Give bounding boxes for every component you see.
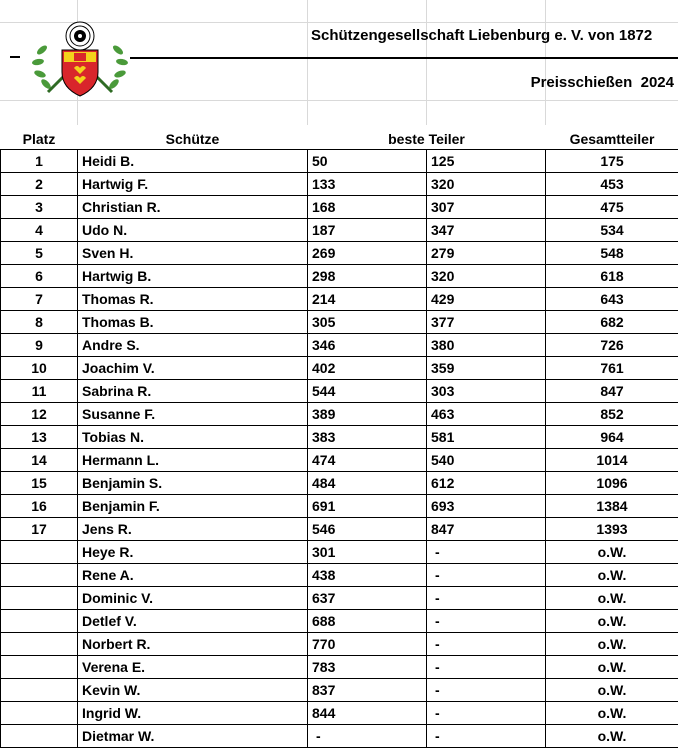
best-teiler-2-cell: 125 — [427, 150, 546, 173]
shooter-name-cell: Heidi B. — [78, 150, 308, 173]
best-teiler-2-cell: - — [427, 679, 546, 702]
table-row — [1, 518, 678, 541]
shooter-name-cell: Joachim V. — [78, 357, 308, 380]
best-teiler-1-cell: 438 — [308, 564, 427, 587]
total-teiler-cell: o.W. — [546, 633, 678, 656]
best-teiler-2-cell: 847 — [427, 518, 546, 541]
total-teiler-cell: 453 — [546, 173, 678, 196]
best-teiler-1-cell: 301 — [308, 541, 427, 564]
table-row — [1, 725, 678, 748]
shooter-name-cell: Benjamin S. — [78, 472, 308, 495]
rank-cell: 2 — [1, 173, 78, 196]
total-teiler-cell: 682 — [546, 311, 678, 334]
best-teiler-2-cell: - — [427, 587, 546, 610]
best-teiler-2-cell: 377 — [427, 311, 546, 334]
rank-cell: 4 — [1, 219, 78, 242]
total-teiler-cell: 964 — [546, 426, 678, 449]
table-row — [1, 265, 678, 288]
club-title: Schützengesellschaft Liebenburg e. V. von 1872 — [311, 27, 652, 44]
best-teiler-2-cell: 540 — [427, 449, 546, 472]
total-teiler-cell: 475 — [546, 196, 678, 219]
rank-cell: 17 — [1, 518, 78, 541]
shooter-name-cell: Dietmar W. — [78, 725, 308, 748]
table-row — [1, 702, 678, 725]
results-table — [0, 125, 678, 748]
best-teiler-2-cell: 320 — [427, 173, 546, 196]
shooter-name-cell: Hartwig F. — [78, 173, 308, 196]
header-dash — [10, 56, 20, 58]
total-teiler-cell: o.W. — [546, 564, 678, 587]
shooter-name-cell: Verena E. — [78, 656, 308, 679]
table-row — [1, 334, 678, 357]
total-teiler-cell: o.W. — [546, 541, 678, 564]
total-teiler-cell: o.W. — [546, 610, 678, 633]
rank-cell — [1, 702, 78, 725]
rank-cell: 3 — [1, 196, 78, 219]
header-rule — [130, 57, 678, 59]
best-teiler-1-cell: 269 — [308, 242, 427, 265]
best-teiler-2-cell: 463 — [427, 403, 546, 426]
best-teiler-1-cell: 691 — [308, 495, 427, 518]
club-emblem-icon — [30, 20, 130, 100]
rank-cell: 7 — [1, 288, 78, 311]
total-teiler-cell: 643 — [546, 288, 678, 311]
best-teiler-1-cell: 484 — [308, 472, 427, 495]
best-teiler-2-cell: 307 — [427, 196, 546, 219]
rank-cell: 1 — [1, 150, 78, 173]
gridline — [545, 0, 546, 125]
best-teiler-1-cell: 214 — [308, 288, 427, 311]
table-row — [1, 288, 678, 311]
best-teiler-1-cell: 305 — [308, 311, 427, 334]
shooter-name-cell: Thomas R. — [78, 288, 308, 311]
table-row — [1, 357, 678, 380]
table-row — [1, 610, 678, 633]
total-teiler-cell: 761 — [546, 357, 678, 380]
table-row — [1, 679, 678, 702]
shooter-name-cell: Udo N. — [78, 219, 308, 242]
best-teiler-2-cell: 320 — [427, 265, 546, 288]
best-teiler-1-cell: 474 — [308, 449, 427, 472]
shooter-name-cell: Heye R. — [78, 541, 308, 564]
rank-cell: 11 — [1, 380, 78, 403]
best-teiler-1-cell: 346 — [308, 334, 427, 357]
total-teiler-cell: 852 — [546, 403, 678, 426]
table-row — [1, 656, 678, 679]
table-row — [1, 495, 678, 518]
results-body — [1, 150, 678, 748]
table-row — [1, 587, 678, 610]
total-teiler-cell: o.W. — [546, 587, 678, 610]
total-teiler-cell: 1393 — [546, 518, 678, 541]
event-title: Preisschießen 2024 — [531, 74, 674, 91]
best-teiler-2-cell: - — [427, 656, 546, 679]
rank-cell — [1, 633, 78, 656]
best-teiler-2-cell: - — [427, 541, 546, 564]
best-teiler-1-cell: 133 — [308, 173, 427, 196]
best-teiler-1-cell: 50 — [308, 150, 427, 173]
total-teiler-cell: 1096 — [546, 472, 678, 495]
shooter-name-cell: Sven H. — [78, 242, 308, 265]
shooter-name-cell: Tobias N. — [78, 426, 308, 449]
best-teiler-1-cell: 688 — [308, 610, 427, 633]
total-teiler-cell: o.W. — [546, 679, 678, 702]
shooter-name-cell: Thomas B. — [78, 311, 308, 334]
total-teiler-cell: 534 — [546, 219, 678, 242]
rank-cell: 16 — [1, 495, 78, 518]
total-teiler-cell: 1014 — [546, 449, 678, 472]
best-teiler-1-cell: 783 — [308, 656, 427, 679]
best-teiler-1-cell: 383 — [308, 426, 427, 449]
best-teiler-2-cell: - — [427, 633, 546, 656]
shooter-name-cell: Benjamin F. — [78, 495, 308, 518]
total-teiler-cell: o.W. — [546, 656, 678, 679]
table-header-row — [1, 125, 678, 150]
rank-cell — [1, 564, 78, 587]
best-teiler-2-cell: 612 — [427, 472, 546, 495]
best-teiler-2-cell: 380 — [427, 334, 546, 357]
rank-cell: 12 — [1, 403, 78, 426]
rank-cell — [1, 679, 78, 702]
rank-cell: 14 — [1, 449, 78, 472]
table-row — [1, 173, 678, 196]
best-teiler-2-cell: 347 — [427, 219, 546, 242]
best-teiler-2-cell: - — [427, 564, 546, 587]
best-teiler-2-cell: - — [427, 702, 546, 725]
shooter-name-cell: Dominic V. — [78, 587, 308, 610]
best-teiler-1-cell: 546 — [308, 518, 427, 541]
total-teiler-cell: 175 — [546, 150, 678, 173]
best-teiler-1-cell: 837 — [308, 679, 427, 702]
table-row — [1, 633, 678, 656]
table-row — [1, 196, 678, 219]
shooter-name-cell: Norbert R. — [78, 633, 308, 656]
best-teiler-2-cell: 581 — [427, 426, 546, 449]
table-row — [1, 449, 678, 472]
rank-cell: 15 — [1, 472, 78, 495]
best-teiler-1-cell: 544 — [308, 380, 427, 403]
table-row — [1, 242, 678, 265]
best-teiler-1-cell: 168 — [308, 196, 427, 219]
best-teiler-1-cell: 770 — [308, 633, 427, 656]
table-row — [1, 564, 678, 587]
rank-cell: 10 — [1, 357, 78, 380]
total-teiler-cell: 618 — [546, 265, 678, 288]
shooter-name-cell: Kevin W. — [78, 679, 308, 702]
table-row — [1, 472, 678, 495]
table-row — [1, 219, 678, 242]
best-teiler-1-cell: 402 — [308, 357, 427, 380]
best-teiler-2-cell: 429 — [427, 288, 546, 311]
total-teiler-cell: 847 — [546, 380, 678, 403]
shooter-name-cell: Ingrid W. — [78, 702, 308, 725]
table-row — [1, 150, 678, 173]
gridline — [307, 0, 308, 125]
rank-cell — [1, 587, 78, 610]
shooter-name-cell: Christian R. — [78, 196, 308, 219]
rank-cell — [1, 725, 78, 748]
gridline — [0, 100, 678, 101]
best-teiler-1-cell: 389 — [308, 403, 427, 426]
table-row — [1, 403, 678, 426]
rank-cell: 6 — [1, 265, 78, 288]
shooter-name-cell: Hartwig B. — [78, 265, 308, 288]
rank-cell: 5 — [1, 242, 78, 265]
total-teiler-cell: o.W. — [546, 702, 678, 725]
total-teiler-cell: 1384 — [546, 495, 678, 518]
table-row — [1, 311, 678, 334]
shooter-name-cell: Hermann L. — [78, 449, 308, 472]
best-teiler-1-cell: - — [308, 725, 427, 748]
rank-cell: 9 — [1, 334, 78, 357]
shooter-name-cell: Sabrina R. — [78, 380, 308, 403]
column-header-total: Gesamtteiler — [546, 125, 678, 150]
shooter-name-cell: Andre S. — [78, 334, 308, 357]
column-header-platz: Platz — [1, 125, 78, 150]
best-teiler-2-cell: 303 — [427, 380, 546, 403]
rank-cell — [1, 541, 78, 564]
table-row — [1, 426, 678, 449]
total-teiler-cell: 548 — [546, 242, 678, 265]
best-teiler-2-cell: 359 — [427, 357, 546, 380]
table-row — [1, 541, 678, 564]
rank-cell — [1, 610, 78, 633]
best-teiler-2-cell: 279 — [427, 242, 546, 265]
best-teiler-2-cell: 693 — [427, 495, 546, 518]
best-teiler-1-cell: 187 — [308, 219, 427, 242]
column-header-name: Schütze — [78, 125, 308, 150]
gridline — [426, 0, 427, 125]
best-teiler-1-cell: 298 — [308, 265, 427, 288]
best-teiler-1-cell: 844 — [308, 702, 427, 725]
rank-cell: 8 — [1, 311, 78, 334]
shooter-name-cell: Jens R. — [78, 518, 308, 541]
total-teiler-cell: o.W. — [546, 725, 678, 748]
shooter-name-cell: Rene A. — [78, 564, 308, 587]
total-teiler-cell: 726 — [546, 334, 678, 357]
column-header-teiler: beste Teiler — [308, 125, 546, 150]
table-row — [1, 380, 678, 403]
best-teiler-1-cell: 637 — [308, 587, 427, 610]
shooter-name-cell: Detlef V. — [78, 610, 308, 633]
best-teiler-2-cell: - — [427, 610, 546, 633]
rank-cell — [1, 656, 78, 679]
rank-cell: 13 — [1, 426, 78, 449]
best-teiler-2-cell: - — [427, 725, 546, 748]
shooter-name-cell: Susanne F. — [78, 403, 308, 426]
